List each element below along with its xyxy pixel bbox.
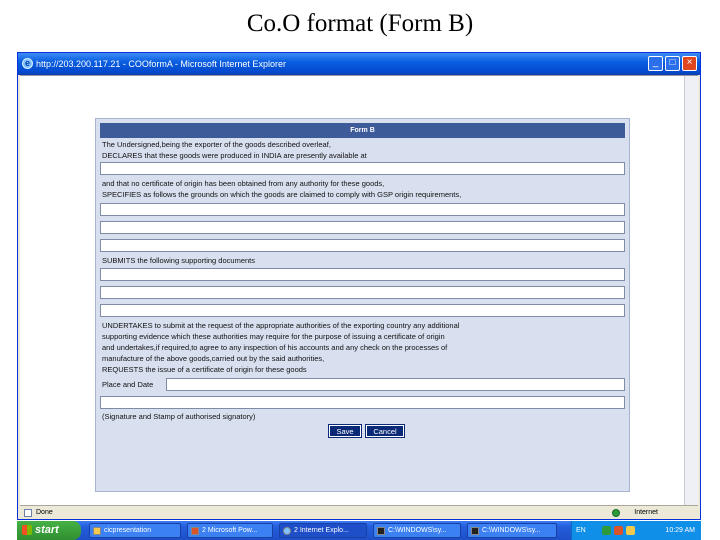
form-b-panel bbox=[95, 118, 630, 492]
maximize-button[interactable]: □ bbox=[665, 56, 680, 71]
save-button[interactable]: Save bbox=[329, 425, 361, 437]
powerpoint-icon bbox=[191, 527, 199, 535]
status-bar bbox=[20, 505, 698, 519]
taskbar-item-label: 2 Microsoft Pow... bbox=[202, 527, 258, 534]
taskbar-item-folder[interactable] bbox=[89, 523, 181, 538]
system-tray bbox=[571, 521, 701, 540]
form-text-supporting-evidence: supporting evidence which these authorities may require for the purpose of issuing a certificate of origin bbox=[102, 332, 445, 341]
network-icon[interactable] bbox=[602, 526, 611, 535]
taskbar-item-command-prompt-1[interactable] bbox=[373, 523, 461, 538]
cancel-button[interactable]: Cancel bbox=[366, 425, 404, 437]
taskbar-item-label: 2 Internet Explo... bbox=[294, 527, 349, 534]
language-indicator[interactable]: EN bbox=[576, 527, 586, 534]
gsp-grounds-input-3[interactable] bbox=[100, 239, 625, 252]
taskbar-item-label: cicpresentation bbox=[104, 527, 152, 534]
taskbar bbox=[17, 521, 701, 540]
taskbar-item-label: C:\WINDOWS\sy... bbox=[388, 527, 447, 534]
folder-icon bbox=[93, 527, 101, 535]
internet-explorer-icon bbox=[283, 527, 291, 535]
place-and-date-label: Place and Date bbox=[102, 380, 154, 389]
windows-logo-icon bbox=[22, 525, 32, 535]
command-prompt-icon bbox=[471, 527, 479, 535]
supporting-document-input-2[interactable] bbox=[100, 286, 625, 299]
form-text-inspection: and undertakes,if required,to agree to any inspection of his accounts and any check on the processes of bbox=[102, 343, 448, 352]
slide-title: Co.O format (Form B) bbox=[246, 10, 474, 37]
window-titlebar[interactable] bbox=[18, 53, 700, 75]
supporting-document-input-1[interactable] bbox=[100, 268, 625, 281]
zone-text: Internet bbox=[634, 509, 658, 516]
form-text-manufacture: manufacture of the above goods,carried out by the said authorities, bbox=[102, 354, 325, 363]
internet-explorer-icon: e bbox=[22, 58, 33, 69]
form-text-undersigned: The Undersigned,being the exporter of the goods described overleaf, bbox=[102, 140, 331, 149]
supporting-document-input-3[interactable] bbox=[100, 304, 625, 317]
availability-location-input[interactable] bbox=[100, 162, 625, 175]
volume-icon[interactable] bbox=[626, 526, 635, 535]
form-text-declares: DECLARES that these goods were produced in INDIA are presently available at bbox=[102, 151, 367, 160]
taskbar-item-internet-explorer[interactable] bbox=[279, 523, 367, 538]
form-text-undertakes: UNDERTAKES to submit at the request of the appropriate authorities of the exporting country any additional bbox=[102, 321, 460, 330]
minimize-button[interactable]: _ bbox=[648, 56, 663, 71]
start-label: start bbox=[35, 524, 59, 536]
status-text: Done bbox=[36, 509, 53, 516]
form-text-requests: REQUESTS the issue of a certificate of origin for these goods bbox=[102, 365, 307, 374]
gsp-grounds-input-1[interactable] bbox=[100, 203, 625, 216]
taskbar-item-label: C:\WINDOWS\sy... bbox=[482, 527, 541, 534]
start-button[interactable] bbox=[17, 521, 81, 540]
window-title: http://203.200.117.21 - COOformA - Microsoft Internet Explorer bbox=[36, 59, 286, 69]
place-and-date-input[interactable] bbox=[166, 378, 625, 391]
clock: 10:29 AM bbox=[665, 527, 695, 534]
signature-label: (Signature and Stamp of authorised signatory) bbox=[102, 412, 256, 421]
taskbar-item-command-prompt-2[interactable] bbox=[467, 523, 557, 538]
form-text-specifies: SPECIFIES as follows the grounds on which the goods are claimed to comply with GSP origin requirements, bbox=[102, 190, 462, 199]
close-button[interactable]: × bbox=[682, 56, 697, 71]
browser-window bbox=[17, 52, 701, 520]
page-viewport bbox=[20, 75, 698, 505]
page-icon bbox=[24, 509, 32, 517]
taskbar-item-powerpoint[interactable] bbox=[187, 523, 273, 538]
command-prompt-icon bbox=[377, 527, 385, 535]
signature-input[interactable] bbox=[100, 396, 625, 409]
form-heading: Form B bbox=[100, 123, 625, 138]
internet-zone-icon bbox=[612, 509, 620, 517]
form-text-submits: SUBMITS the following supporting documents bbox=[102, 256, 255, 265]
vertical-scrollbar[interactable] bbox=[684, 76, 698, 506]
security-icon[interactable] bbox=[614, 526, 623, 535]
gsp-grounds-input-2[interactable] bbox=[100, 221, 625, 234]
form-text-no-certificate: and that no certificate of origin has been obtained from any authority for these goods, bbox=[102, 179, 385, 188]
